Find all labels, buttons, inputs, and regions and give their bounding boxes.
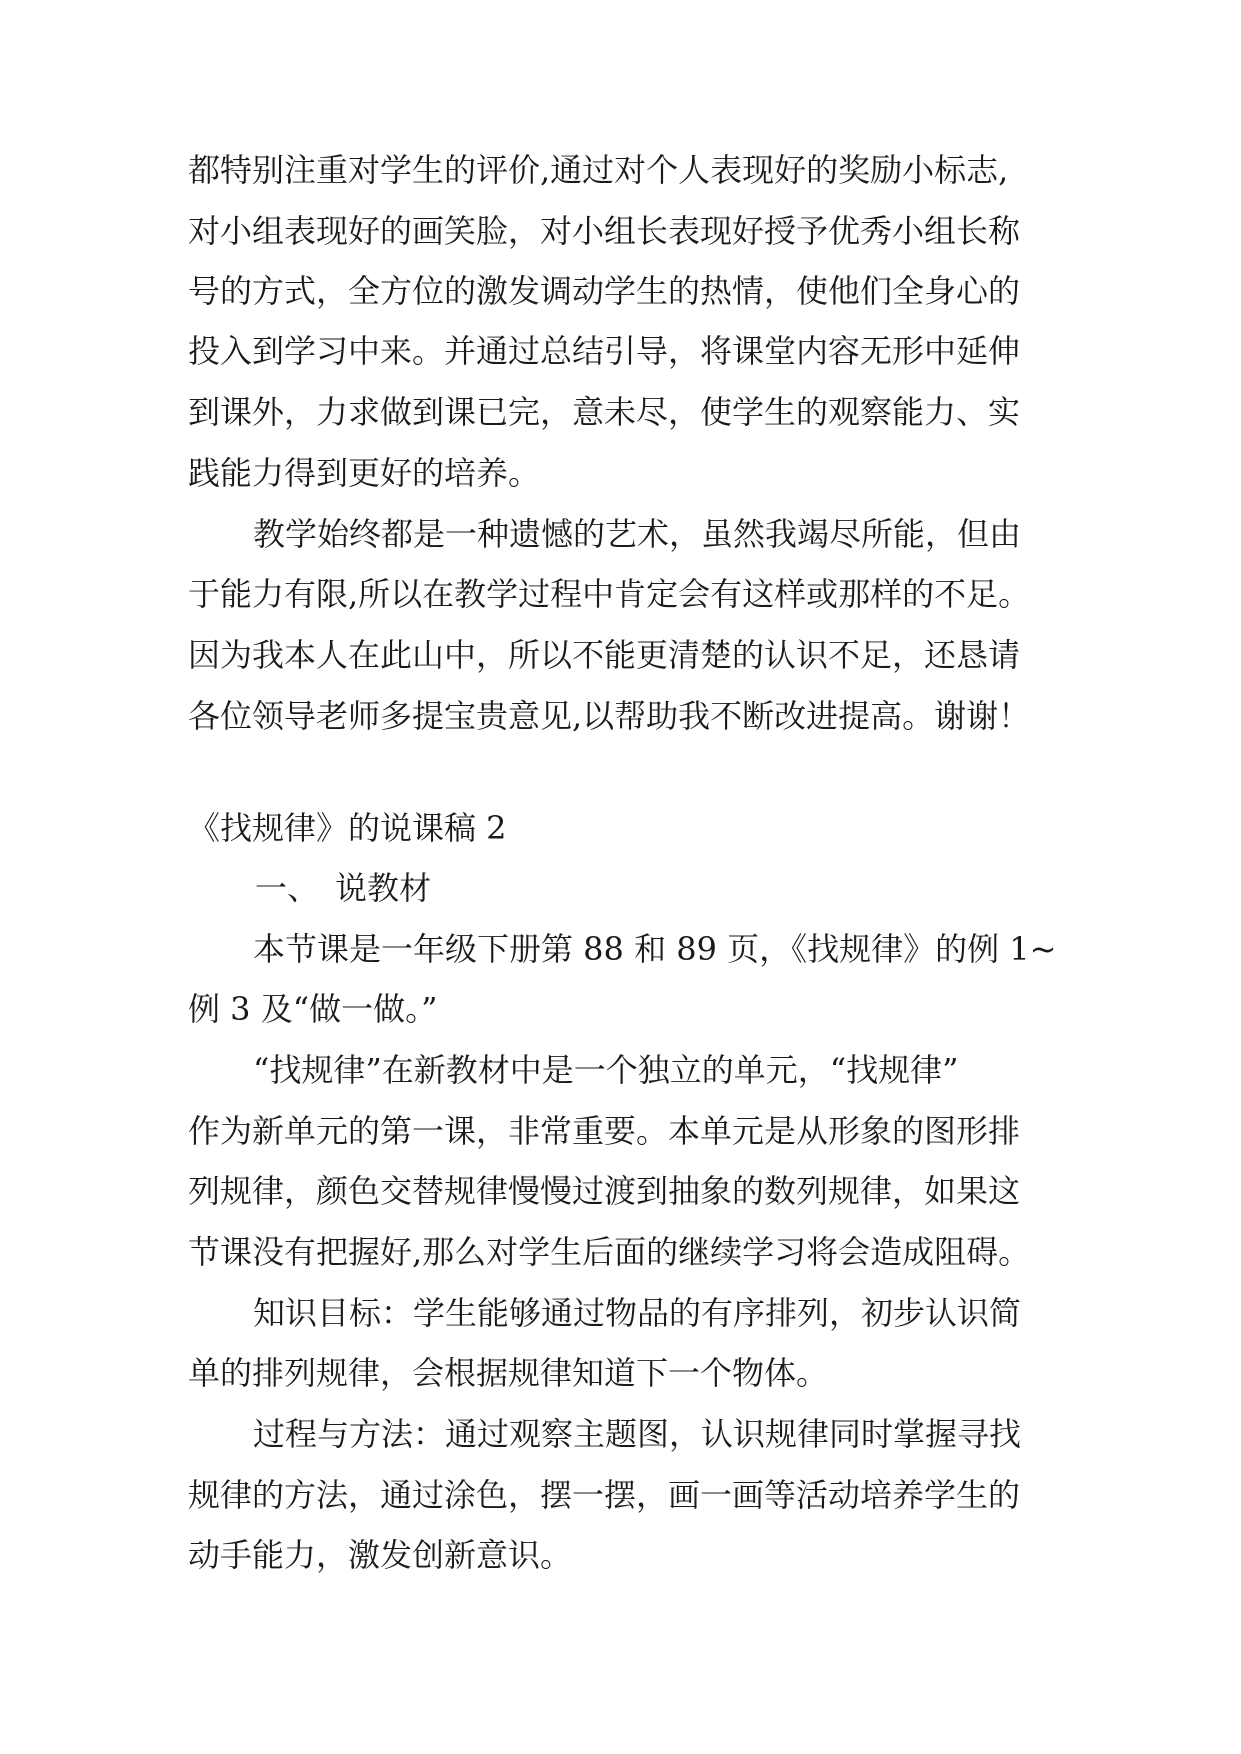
paragraph-line: 于能力有限,所以在教学过程中肯定会有这样或那样的不足。 (188, 575, 1031, 613)
paragraph-line: 因为我本人在此山中，所以不能更清楚的认识不足，还恳请 (188, 636, 1021, 674)
paragraph-line: 号的方式，全方位的激发调动学生的热情，使他们全身心的 (188, 272, 1021, 310)
paragraph-line: 过程与方法：通过观察主题图，认识规律同时掌握寻找 (253, 1415, 1022, 1453)
paragraph-line: 例 3 及“做一做。” (188, 990, 438, 1028)
paragraph-line: 本节课是一年级下册第 88 和 89 页，《找规律》的例 1~ (253, 930, 1057, 968)
paragraph-line: 对小组表现好的画笑脸，对小组长表现好授予优秀小组长称 (188, 212, 1021, 250)
paragraph-line: 列规律，颜色交替规律慢慢过渡到抽象的数列规律，如果这 (188, 1172, 1021, 1210)
paragraph-line: 各位领导老师多提宝贵意见,以帮助我不断改进提高。谢谢！ (188, 697, 1031, 735)
paragraph-line: 知识目标：学生能够通过物品的有序排列，初步认识简 (253, 1294, 1022, 1332)
section-title: 《找规律》的说课稿 2 (188, 809, 507, 847)
paragraph-line: 投入到学习中来。并通过总结引导，将课堂内容无形中延伸 (188, 332, 1021, 370)
paragraph-line: 单的排列规律，会根据规律知道下一个物体。 (188, 1354, 829, 1392)
section-heading: 一、 说教材 (255, 869, 432, 907)
paragraph-line: 践能力得到更好的培养。 (188, 454, 541, 492)
paragraph-line: 到课外，力求做到课已完，意未尽，使学生的观察能力、实 (188, 393, 1021, 431)
paragraph-line: “找规律”在新教材中是一个独立的单元，“找规律” (253, 1051, 959, 1089)
paragraph-line: 规律的方法，通过涂色，摆一摆，画一画等活动培养学生的 (188, 1476, 1021, 1514)
paragraph-line: 教学始终都是一种遗憾的艺术，虽然我竭尽所能，但由 (253, 515, 1022, 553)
paragraph-line: 都特别注重对学生的评价,通过对个人表现好的奖励小标志, (188, 151, 1009, 189)
paragraph-line: 动手能力，激发创新意识。 (188, 1536, 573, 1574)
paragraph-line: 节课没有把握好,那么对学生后面的继续学习将会造成阻碍。 (188, 1233, 1031, 1271)
paragraph-line: 作为新单元的第一课，非常重要。本单元是从形象的图形排 (188, 1112, 1021, 1150)
